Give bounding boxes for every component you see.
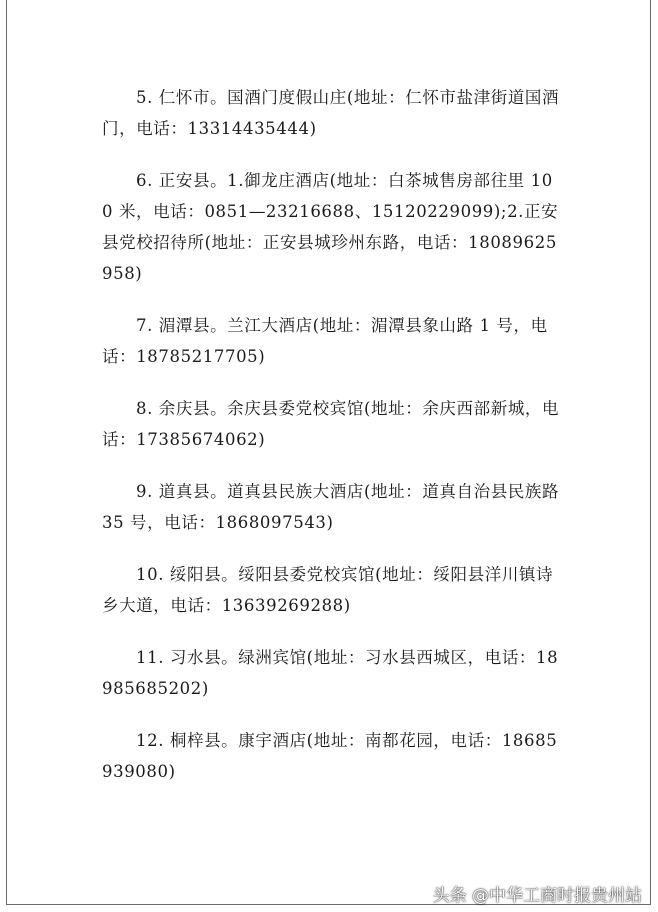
list-item: 9. 道真县。道真县民族大酒店(地址：道真自治县民族路 35 号，电话：1868097543) [102, 482, 560, 532]
document-body [102, 82, 562, 808]
source-watermark: 头条 @中华工商时报贵州站 [432, 886, 642, 906]
list-item: 11. 习水县。绿洲宾馆(地址：习水县西城区，电话：18985685202) [102, 648, 559, 698]
list-item: 12. 桐梓县。康宇酒店(地址：南都花园，电话：18685939080) [102, 731, 558, 781]
list-item: 8. 余庆县。余庆县委党校宾馆(地址：余庆西部新城，电话：17385674062) [102, 399, 560, 449]
list-item: 5. 仁怀市。国酒门度假山庄(地址：仁怀市盐津街道国酒门，电话：13314435444) [102, 88, 560, 138]
list-item: 6. 正安县。1.御龙庄酒店(地址：白茶城售房部往里 100 米，电话：0851—23216688、15120229099);2.正安县党校招待所(地址：正安县城珍州东路，电话：18089625958) [102, 171, 559, 283]
list-item: 7. 湄潭县。兰江大酒店(地址：湄潭县象山路 1 号，电话：18785217705) [102, 316, 548, 366]
list-item: 10. 绥阳县。绥阳县委党校宾馆(地址：绥阳县洋川镇诗乡大道，电话：13639269288) [102, 565, 554, 615]
